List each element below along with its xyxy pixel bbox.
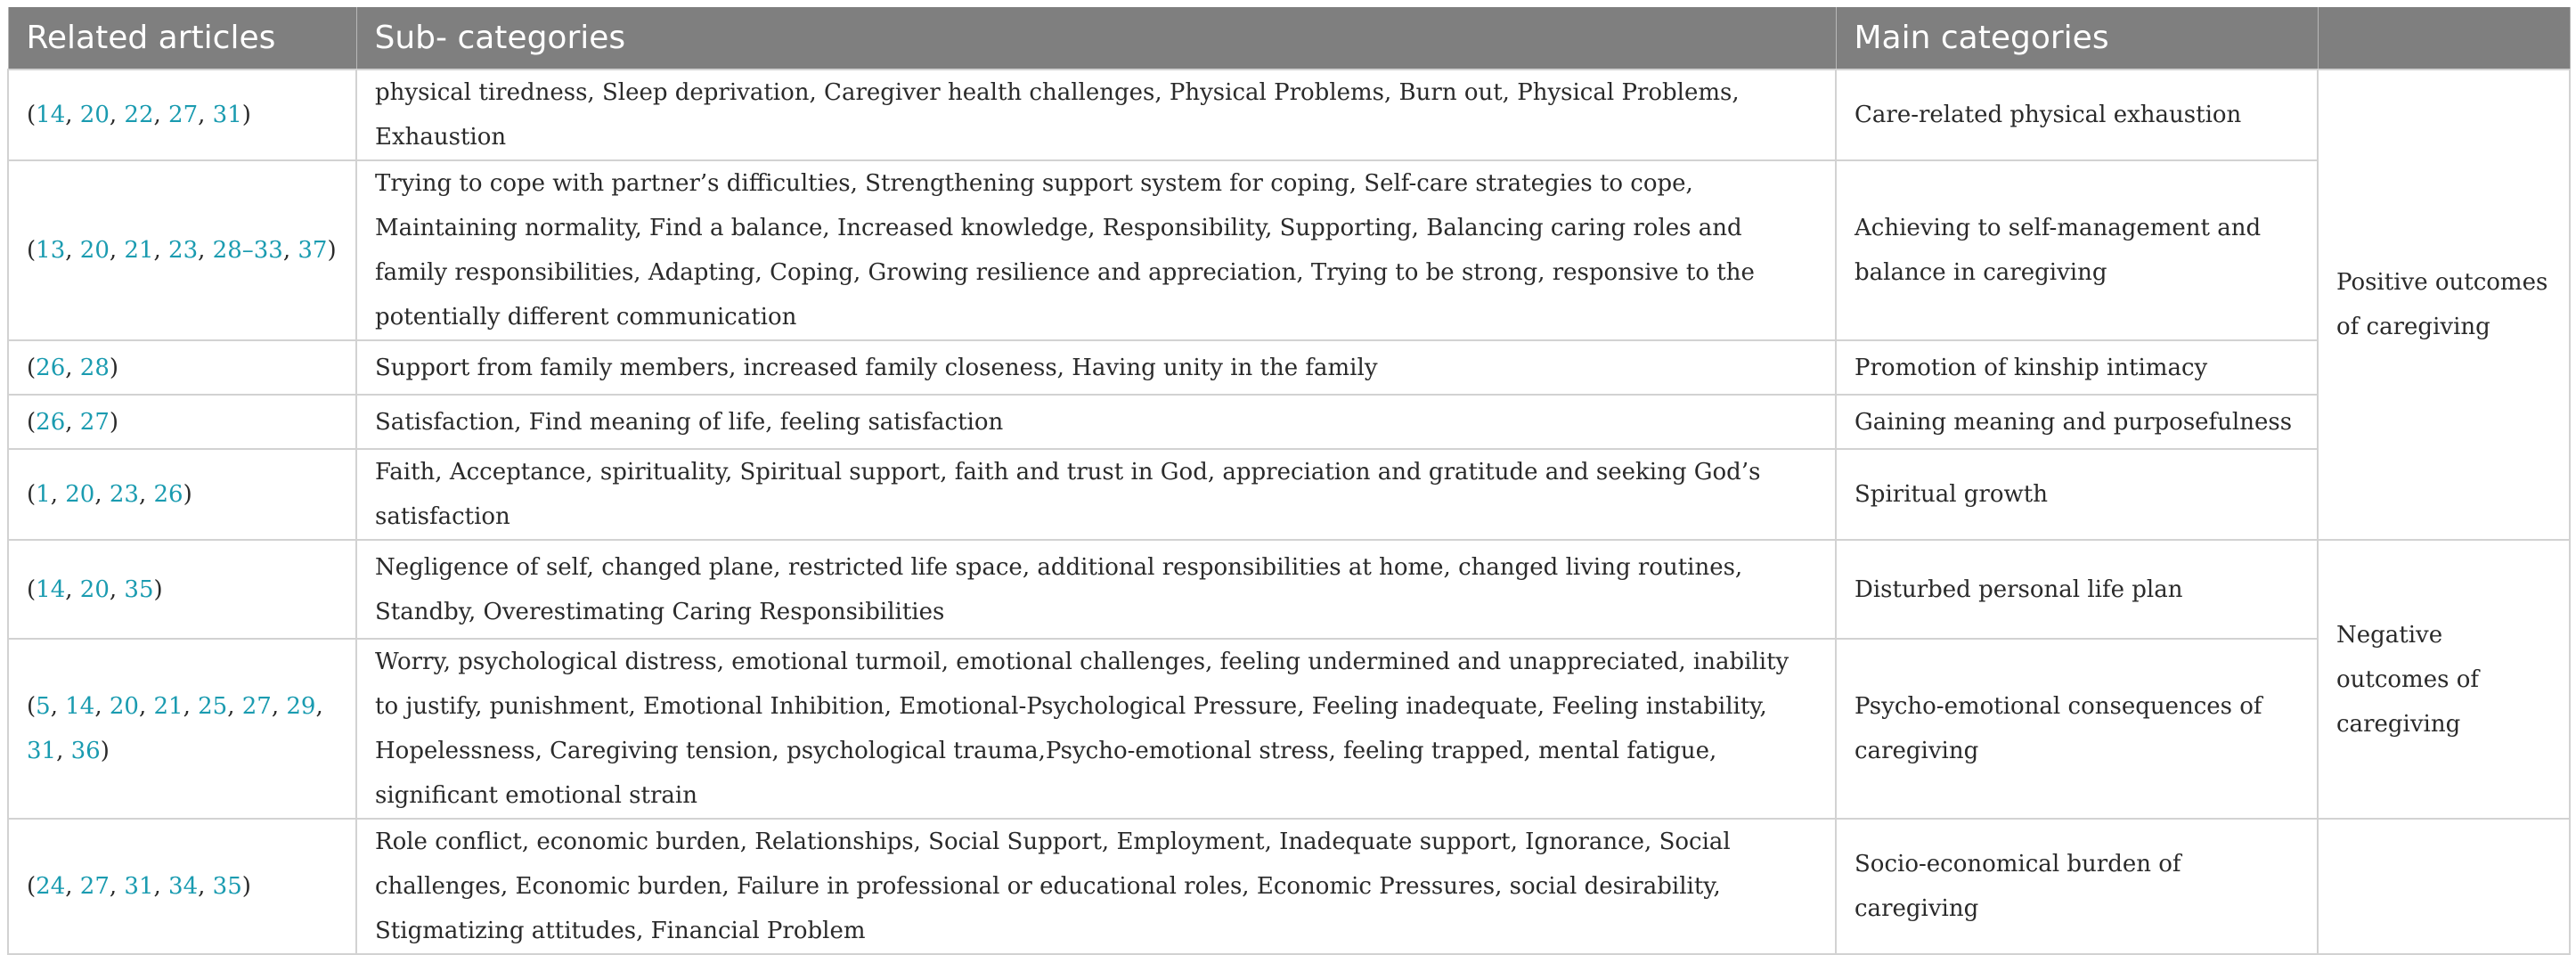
header-main-categories: Main categories (1836, 7, 2318, 69)
reference-link[interactable]: 23 (168, 237, 199, 264)
main-category-cell: Promotion of kinship intimacy (1836, 340, 2318, 395)
reference-link[interactable]: 22 (124, 102, 154, 128)
reference-link[interactable]: 20 (79, 102, 110, 128)
main-category-cell: Socio-economical burden of caregiving (1836, 819, 2318, 954)
sub-categories-cell: physical tiredness, Sleep deprivation, Caregiver health challenges, Physical Problems, Burn out, Physical Problems, Exhaustion (356, 69, 1836, 160)
table-row (8, 540, 2570, 639)
refs-cell: (5, 14, 20, 21, 25, 27, 29, 31, 36) (8, 639, 356, 819)
reference-link[interactable]: 20 (79, 237, 110, 264)
table-row (8, 395, 2570, 449)
sub-categories-cell: Negligence of self, changed plane, restricted life space, additional responsibilities at home, changed living routines, Standby, Overestimating Caring Responsibilities (356, 540, 1836, 639)
table-row (8, 819, 2570, 954)
reference-link[interactable]: 28–33 (212, 237, 283, 264)
reference-link[interactable]: 20 (79, 575, 110, 603)
table-row (8, 449, 2570, 540)
reference-link[interactable]: 27 (79, 873, 110, 900)
reference-link[interactable]: 24 (36, 873, 66, 900)
header-row (8, 7, 2570, 69)
refs-cell: (14, 20, 22, 27, 31) (8, 69, 356, 160)
reference-link[interactable]: 13 (36, 237, 66, 264)
reference-link[interactable]: 27 (168, 102, 199, 128)
reference-link[interactable]: 28 (79, 354, 110, 381)
reference-link[interactable]: 25 (198, 693, 228, 720)
table-row (8, 340, 2570, 395)
sub-categories-cell: Faith, Acceptance, spirituality, Spiritual support, faith and trust in God, appreciation and gratitude and seeking God’s satisfaction (356, 449, 1836, 540)
sub-categories-cell: Worry, psychological distress, emotional turmoil, emotional challenges, feeling undermined and unappreciated, inability to justify, punishment, Emotional Inhibition, Emotional-Psychological Pressure, Feeling inadequate, Feeling instability, Hopelessness, Caregiving tension, psychological trauma,Psycho-emotional stress, feeling trapped, mental fatigue, significant emotional strain (356, 639, 1836, 819)
header-sub-categories: Sub- categories (356, 7, 1836, 69)
reference-link[interactable]: 14 (36, 575, 66, 603)
table-row (8, 160, 2570, 340)
reference-link[interactable]: 37 (298, 237, 328, 264)
table-row (8, 69, 2570, 160)
main-category-cell: Care-related physical exhaustion (1836, 69, 2318, 160)
categories-table (7, 7, 2571, 955)
reference-link[interactable]: 35 (212, 873, 242, 900)
sub-categories-cell: Trying to cope with partner’s difficulties, Strengthening support system for coping, Self-care strategies to cope, Maintaining normality, Find a balance, Increased knowledge, Responsibility, Supporting, Balancing caring roles and family responsibilities, Adapting, Coping, Growing resilience and appreciation, Trying to be strong, responsive to the potentially different communication (356, 160, 1836, 340)
reference-link[interactable]: 26 (153, 481, 183, 508)
reference-link[interactable]: 27 (241, 693, 272, 720)
header-related-articles: Related articles (8, 7, 356, 69)
reference-link[interactable]: 36 (70, 738, 101, 764)
reference-link[interactable]: 34 (168, 873, 199, 900)
refs-cell: (1, 20, 23, 26) (8, 449, 356, 540)
reference-link[interactable]: 20 (109, 693, 139, 720)
reference-link[interactable]: 35 (124, 575, 154, 603)
group-negative-cell: Negative outcomes of caregiving (2318, 540, 2570, 819)
reference-link[interactable]: 14 (36, 102, 66, 128)
reference-link[interactable]: 14 (65, 693, 95, 720)
group-empty-cell (2318, 819, 2570, 954)
reference-link[interactable]: 1 (36, 481, 51, 508)
refs-cell: (13, 20, 21, 23, 28–33, 37) (8, 160, 356, 340)
main-category-cell: Achieving to self-management and balance in caregiving (1836, 160, 2318, 340)
reference-link[interactable]: 29 (286, 693, 316, 720)
main-category-cell: Psycho-emotional consequences of caregiving (1836, 639, 2318, 819)
reference-link[interactable]: 31 (212, 102, 242, 128)
reference-link[interactable]: 27 (79, 408, 110, 436)
reference-link[interactable]: 5 (36, 693, 51, 720)
refs-cell: (26, 28) (8, 340, 356, 395)
reference-link[interactable]: 26 (36, 408, 66, 436)
reference-link[interactable]: 21 (153, 693, 183, 720)
refs-cell: (26, 27) (8, 395, 356, 449)
refs-cell: (24, 27, 31, 34, 35) (8, 819, 356, 954)
reference-link[interactable]: 21 (124, 237, 154, 264)
reference-link[interactable]: 20 (65, 481, 95, 508)
main-category-cell: Spiritual growth (1836, 449, 2318, 540)
main-category-cell: Gaining meaning and purposefulness (1836, 395, 2318, 449)
main-category-cell: Disturbed personal life plan (1836, 540, 2318, 639)
table-row (8, 639, 2570, 819)
group-positive-cell: Positive outcomes of caregiving (2318, 69, 2570, 540)
header-empty (2318, 7, 2570, 69)
reference-link[interactable]: 23 (109, 481, 139, 508)
reference-link[interactable]: 31 (27, 738, 57, 764)
sub-categories-cell: Support from family members, increased family closeness, Having unity in the family (356, 340, 1836, 395)
reference-link[interactable]: 31 (124, 873, 154, 900)
refs-cell: (14, 20, 35) (8, 540, 356, 639)
sub-categories-cell: Role conflict, economic burden, Relationships, Social Support, Employment, Inadequate support, Ignorance, Social challenges, Economic burden, Failure in professional or educational roles, Economic Pressures, social desirability, Stigmatizing attitudes, Financial Problem (356, 819, 1836, 954)
sub-categories-cell: Satisfaction, Find meaning of life, feeling satisfaction (356, 395, 1836, 449)
reference-link[interactable]: 26 (36, 354, 66, 381)
